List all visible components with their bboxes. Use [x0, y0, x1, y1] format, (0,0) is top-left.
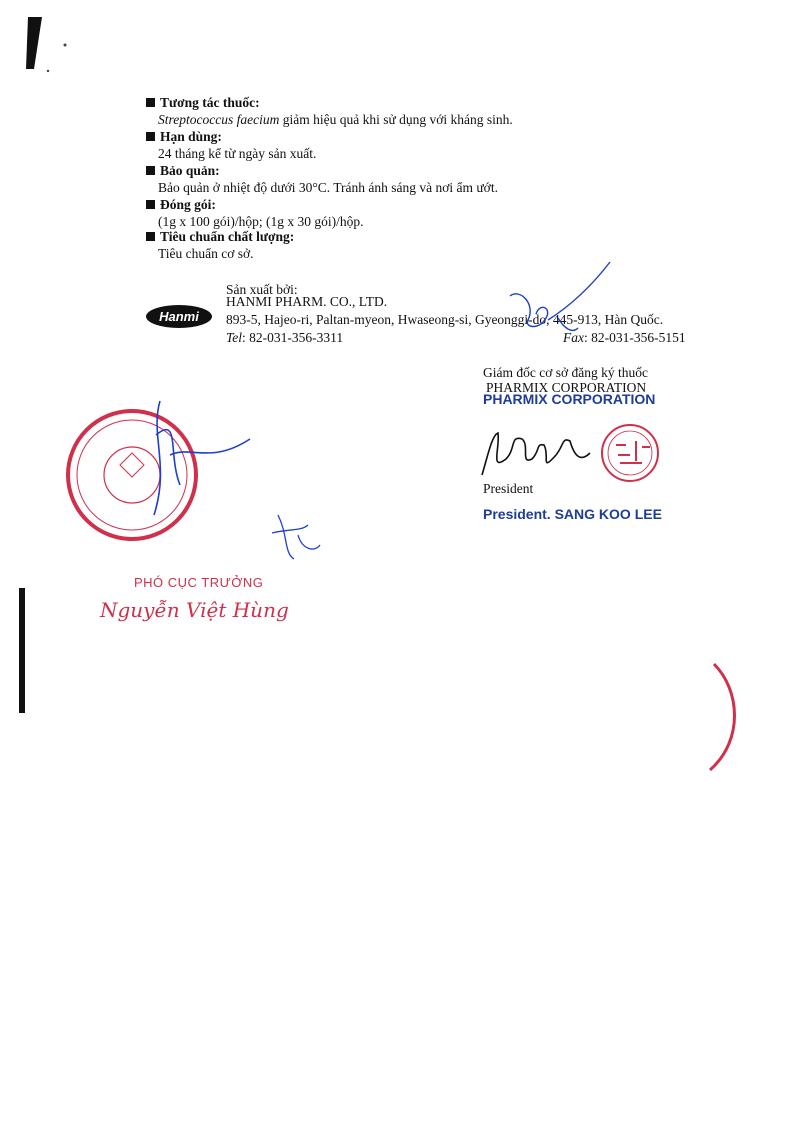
scan-mark [20, 15, 80, 75]
section-storage: Bảo quản: Bảo quản ở nhiệt độ dưới 30°C. Tránh ánh sáng và nơi ẩm ướt. [146, 162, 498, 196]
manufacturer-fax: Fax: 82-031-356-5151 [563, 330, 686, 345]
paraph-signature [268, 505, 328, 565]
initial-signature [500, 258, 630, 348]
hanmi-logo: Hanmi [146, 305, 212, 328]
president-stamp: President. SANG KOO LEE [483, 506, 662, 522]
bullet-icon [146, 166, 155, 175]
bullet-icon [146, 200, 155, 209]
bullet-icon [146, 98, 155, 107]
authority-name: Nguyễn Việt Hùng [100, 598, 289, 622]
section-quality-standard: Tiêu chuẩn chất lượng: Tiêu chuẩn cơ sở. [146, 228, 294, 262]
registrant-company: PHARMIX CORPORATION [486, 380, 647, 395]
bullet-icon [146, 132, 155, 141]
manufacturer-address: 893-5, Hajeo-ri, Paltan-myeon, Hwaseong-si, Gyeonggi-do, 445-913, Hàn Quốc. [226, 312, 664, 327]
registrant-title: Giám đốc cơ sở đăng ký thuốc [483, 365, 648, 380]
authority-seal [60, 395, 270, 575]
company-stamp: PHARMIX CORPORATION [483, 391, 656, 407]
manufacturer-name: HANMI PHARM. CO., LTD. [226, 294, 388, 309]
manufacturer-tel: Tel: 82-031-356-3311 [226, 330, 344, 345]
registrant-role: President [483, 481, 534, 496]
margin-bar [19, 588, 25, 713]
section-shelf-life: Hạn dùng: 24 tháng kể từ ngày sản xuất. [146, 128, 316, 162]
manufacturer-label: Sản xuất bởi: [226, 282, 298, 297]
authority-title: PHÓ CỤC TRƯỞNG [134, 575, 264, 590]
section-interactions: Tương tác thuốc: Streptococcus faecium giảm hiệu quả khi sử dụng với kháng sinh. [146, 94, 513, 128]
edge-seal-arc [700, 660, 760, 780]
bullet-icon [146, 232, 155, 241]
section-packaging: Đóng gói: (1g x 100 gói)/hộp; (1g x 30 gói)/hộp. [146, 196, 364, 230]
